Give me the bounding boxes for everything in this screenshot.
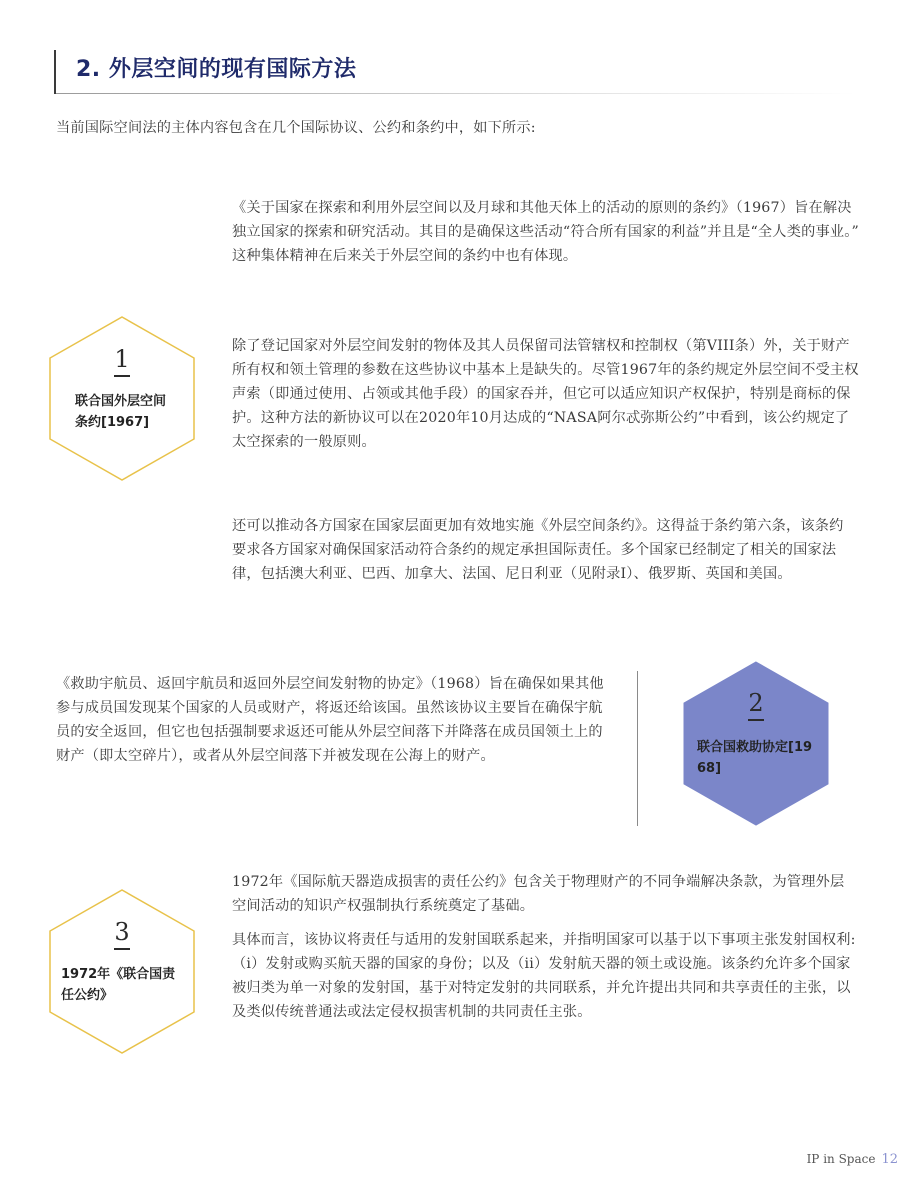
paragraph-property-rights: 除了登记国家对外层空间发射的物体及其人员保留司法管辖权和控制权（第VIII条）外，关于财产所有权和领土管理的参数在这些协议中基本上是缺失的。尽管1967年的条约规定外层空间不受主权声索（即通过使用、占领或其他手段）的国家吞并，但它可以适应知识产权保护，特别是商标的保护。这种方法的新协议可以在2020年10月达成的“NASA阿尔忒弥斯公约”中看到，该公约规定了太空探索的一般原则。 — [232, 338, 859, 450]
paragraph-liability-details: 具体而言，该协议将责任与适用的发射国联系起来，并指明国家可以基于以下事项主张发射国权利:（i）发射或购买航天器的国家的身份；以及（ii）发射航天器的领土或设施。该条约允许多个国家被归类为单一对象的发射国，基于对特定发射的共同联系，并允许提出共同和共享责任的主张，以及类似传统普通法或法定侵权损害机制的共同责任主张。 — [232, 932, 856, 1020]
number-underline — [114, 948, 130, 950]
section-title: 2. 外层空间的现有国际方法 — [76, 57, 357, 82]
number-underline — [748, 719, 764, 721]
hexagon-number: 2 — [748, 689, 764, 717]
paragraph-national-implementation: 还可以推动各方国家在国家层面更加有效地实施《外层空间条约》。这得益于条约第六条，该条约要求各方国家对确保国家活动符合条约的规定承担国际责任。多个国家已经制定了相关的国家法律，包括澳大利亚、巴西、加拿大、法国、尼日利亚（见附录I）、俄罗斯、英国和美国。 — [232, 518, 844, 582]
paragraph-rescue-agreement: 《救助宇航员、返回宇航员和返回外层空间发射物的协定》（1968）旨在确保如果其他参与成员国发现某个国家的人员或财产，将返还给该国。虽然该协议主要旨在确保宇航员的安全返回，但它也包括强制要求返还可能从外层空间落下并降落在成员国领土上的财产（即太空碎片），或者从外层空间落下并被发现在公海上的财产。 — [56, 676, 604, 764]
hexagon-number: 1 — [114, 345, 130, 373]
hexagon-caption: 1972年《联合国责任公约》 — [61, 967, 176, 1003]
number-underline — [114, 375, 130, 377]
page-footer — [807, 1152, 898, 1167]
page-number: 12 — [881, 1152, 898, 1167]
hexagon-caption: 联合国外层空间条约[1967] — [75, 394, 167, 430]
footer-label: IP in Space — [806, 1152, 876, 1166]
hexagon-caption: 联合国救助协定[1968] — [697, 740, 813, 776]
header-rule — [56, 93, 856, 94]
vertical-divider — [637, 671, 638, 826]
section-header — [54, 50, 856, 94]
hexagon-number: 3 — [114, 918, 130, 946]
hexagon-3 — [49, 889, 195, 1054]
paragraph-outer-space-treaty: 《关于国家在探索和利用外层空间以及月球和其他天体上的活动的原则的条约》（1967）旨在解决独立国家的探索和研究活动。其目的是确保这些活动“符合所有国家的利益”并且是“全人类的事业。” 这种集体精神在后来关于外层空间的条约中也有体现。 — [232, 200, 859, 264]
hexagon-2 — [683, 661, 829, 826]
intro-text: 当前国际空间法的主体内容包含在几个国际协议、公约和条约中，如下所示: — [56, 120, 536, 136]
paragraph-liability-convention: 1972年《国际航天器造成损害的责任公约》包含关于物理财产的不同争端解决条款，为管理外层空间活动的知识产权强制执行系统奠定了基础。 — [232, 874, 845, 914]
hexagon-1 — [49, 316, 195, 481]
